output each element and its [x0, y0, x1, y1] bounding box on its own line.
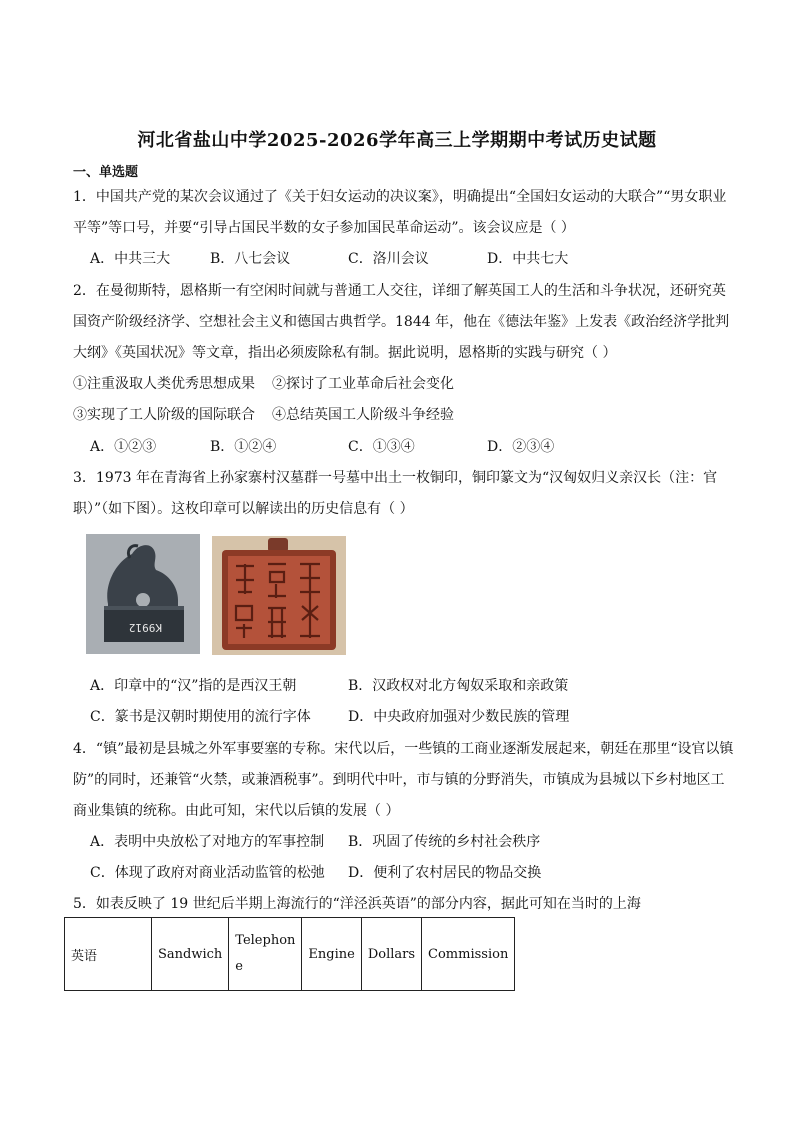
- seal-catalog-label: K9912: [128, 621, 162, 634]
- q2-item-2: ②探讨了工业革命后社会变化: [272, 376, 454, 392]
- q1-option-c: C．洛川会议: [348, 251, 429, 267]
- q2-option-b: B．①②④: [210, 439, 277, 455]
- exam-title: 河北省盐山中学2025-2026学年高三上学期期中考试历史试题: [137, 130, 657, 151]
- q4-line-3: 商业集镇的统称。由此可知，宋代以后镇的发展（ ）: [73, 803, 400, 819]
- table-header-cell: 英语: [65, 918, 152, 991]
- q1-option-b: B．八七会议: [210, 251, 291, 267]
- q2-option-c: C．①③④: [348, 439, 415, 455]
- q2-item-4: ④总结英国工人阶级斗争经验: [272, 407, 454, 423]
- q4-line-1: 4．“镇”最初是县城之外军事要塞的专称。宋代以后，一些镇的工商业逐渐发展起来，朝廷在那里“设官以镇: [73, 741, 734, 757]
- q5-line-1: 5．如表反映了 19 世纪后半期上海流行的“洋泾浜英语”的部分内容，据此可知在当时的上海: [73, 896, 641, 912]
- q2-item-3: ③实现了工人阶级的国际联合: [73, 407, 255, 423]
- pidgin-english-table: [64, 917, 515, 991]
- q2-line-1: 2．在曼彻斯特，恩格斯一有空闲时间就与普通工人交往，详细了解英国工人的生活和斗争状况，还研究英: [73, 283, 726, 299]
- q3-option-a: A．印章中的“汉”指的是西汉王朝: [90, 678, 297, 694]
- seal-side-image: [86, 534, 200, 654]
- table-row: [65, 918, 515, 991]
- q2-line-2: 国资产阶级经济学、空想社会主义和德国古典哲学。1844 年，他在《德法年鉴》上发表《政治经济学批判: [73, 314, 730, 330]
- q4-option-a: A．表明中央放松了对地方的军事控制: [90, 834, 325, 850]
- q3-option-d: D．中央政府加强对少数民族的管理: [348, 709, 570, 725]
- q4-option-b: B．巩固了传统的乡村社会秩序: [348, 834, 541, 850]
- q4-option-c: C．体现了政府对商业活动监管的松弛: [90, 865, 325, 881]
- q2-option-d: D．②③④: [487, 439, 555, 455]
- q1-line-1: 1．中国共产党的某次会议通过了《关于妇女运动的决议案》，明确提出“全国妇女运动的大联合”“男女职业: [73, 189, 727, 205]
- q2-item-1: ①注重汲取人类优秀思想成果: [73, 376, 255, 392]
- q1-option-a: A．中共三大: [90, 251, 171, 267]
- table-cell: Telephon e: [229, 918, 302, 991]
- table-cell: Commission: [422, 918, 515, 991]
- q3-line-1: 3．1973 年在青海省上孙家寨村汉墓群一号墓中出土一枚铜印，铜印篆文为“汉匈奴归义亲汉长（注：官: [73, 470, 718, 486]
- q1-line-2: 平等”等口号，并要“引导占国民半数的女子参加国民革命运动”。该会议应是（ ）: [73, 220, 575, 236]
- bronze-seal-photo: [86, 534, 200, 654]
- q4-line-2: 防”的同时，还兼管“火禁，或兼酒税事”。到明代中叶，市与镇的分野消失，市镇成为县城以下乡村地区工: [73, 772, 725, 788]
- q3-option-b: B．汉政权对北方匈奴采取和亲政策: [348, 678, 569, 694]
- q1-option-d: D．中共七大: [487, 251, 569, 267]
- q2-line-3: 大纲》《英国状况》等文章，指出必须废除私有制。据此说明，恩格斯的实践与研究（ ）: [73, 345, 617, 361]
- section-heading: 一、单选题: [73, 165, 139, 180]
- seal-face-image: [212, 536, 346, 655]
- q4-option-d: D．便利了农村居民的物品交换: [348, 865, 542, 881]
- q2-option-a: A．①②③: [90, 439, 157, 455]
- q3-line-2: 职）”（如下图）。这枚印章可以解读出的历史信息有（ ）: [73, 501, 414, 517]
- table-cell: Engine: [302, 918, 361, 991]
- q3-option-c: C．篆书是汉朝时期使用的流行字体: [90, 709, 311, 725]
- seal-impression-photo: [212, 536, 346, 655]
- table-cell: Dollars: [361, 918, 421, 991]
- table-cell: Sandwich: [152, 918, 229, 991]
